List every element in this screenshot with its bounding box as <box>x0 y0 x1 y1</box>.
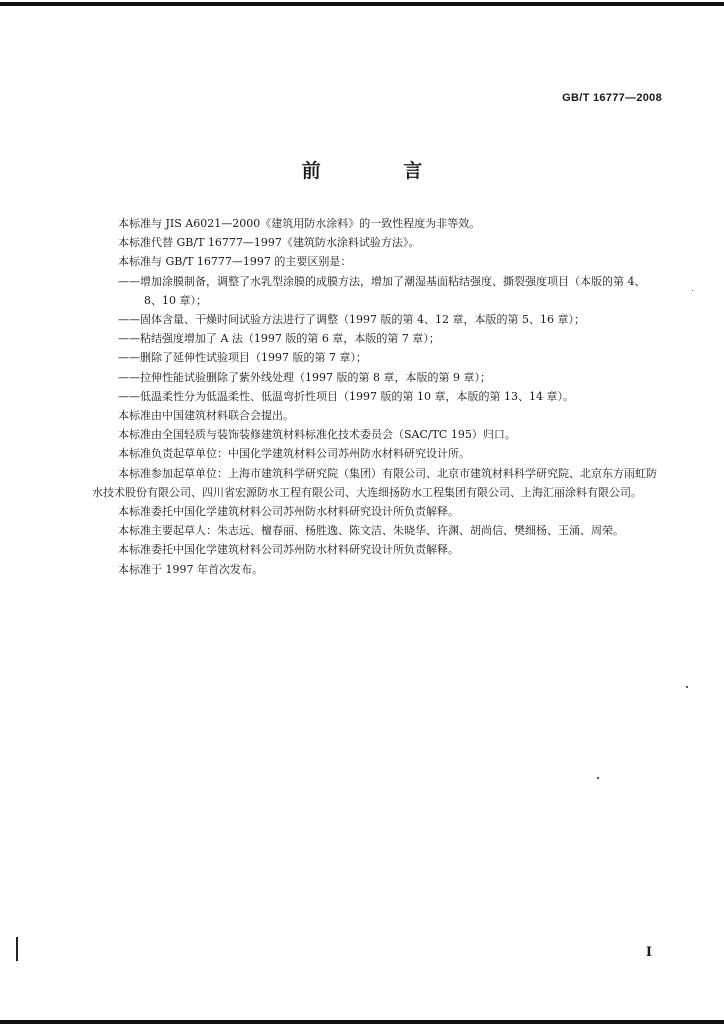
paragraph-replaces: 本标准代替 GB/T 16777—1997《建筑防水涂料试验方法》。 <box>118 236 420 250</box>
difference-item: ——删除了延伸性试验项目（1997 版的第 7 章）； <box>118 351 367 365</box>
paragraph-drafting-unit: 本标准负责起草单位：中国化学建筑材料公司苏州防水材料研究设计所。 <box>118 447 470 461</box>
foreword-body <box>92 214 660 579</box>
paragraph-participating-units: 本标准参加起草单位：上海市建筑科学研究院（集团）有限公司、北京市建筑材料科学研究院、北京东方雨虹防水技术股份有限公司、四川省宏源防水工程有限公司、大连细扬防水工程集团有限公司、上海汇丽涂料有限公司。 <box>92 466 657 499</box>
scan-speck <box>597 777 599 779</box>
difference-item: ——固体含量、干燥时间试验方法进行了调整（1997 版的第 4、12 章，本版的第 5、16 章）； <box>118 313 585 327</box>
difference-item: ——粘结强度增加了 A 法（1997 版的第 6 章，本版的第 7 章）； <box>118 332 440 346</box>
bottom-border-rule <box>0 1020 724 1024</box>
page-number: I <box>645 945 652 960</box>
paragraph-first-issue: 本标准于 1997 年首次发布。 <box>118 562 263 576</box>
standard-code: GB/T 16777—2008 <box>562 92 662 104</box>
difference-item: ——拉伸性能试验删除了紫外线处理（1997 版的第 8 章，本版的第 9 章）； <box>118 370 491 384</box>
paragraph-interpretation: 本标准委托中国化学建筑材料公司苏州防水材料研究设计所负责解释。 <box>118 505 459 519</box>
difference-item: ——增加涂膜制备，调整了水乳型涂膜的成膜方法，增加了潮湿基面粘结强度、撕裂强度项目（本版的第 4、8、10 章）； <box>118 274 646 307</box>
top-border-rule <box>0 2 724 6</box>
scan-speck <box>686 686 688 688</box>
paragraph-under-jurisdiction: 本标准由全国轻质与装饰装修建筑材料标准化技术委员会（SAC/TC 195）归口。 <box>118 428 516 442</box>
paragraph-proposed-by: 本标准由中国建筑材料联合会提出。 <box>118 409 294 423</box>
paragraph-differences-intro: 本标准与 GB/T 16777—1997 的主要区别是： <box>118 255 352 269</box>
paragraph-equivalence: 本标准与 JIS A6021—2000《建筑用防水涂料》的一致性程度为非等效。 <box>118 217 481 230</box>
paragraph-interpretation-repeat: 本标准委托中国化学建筑材料公司苏州防水材料研究设计所负责解释。 <box>118 543 459 557</box>
difference-item: ——低温柔性分为低温柔性、低温弯折性项目（1997 版的第 10 章，本版的第 13、14 章）。 <box>118 389 574 403</box>
page-title: 前 言 <box>301 160 461 182</box>
paragraph-drafters: 本标准主要起草人：朱志远、檀春丽、杨胜逸、陈文洁、朱晓华、许渊、胡尚信、樊细杨、王涌、周荣。 <box>118 524 624 538</box>
scan-speck <box>692 290 693 291</box>
scan-edge-mark <box>16 937 18 961</box>
